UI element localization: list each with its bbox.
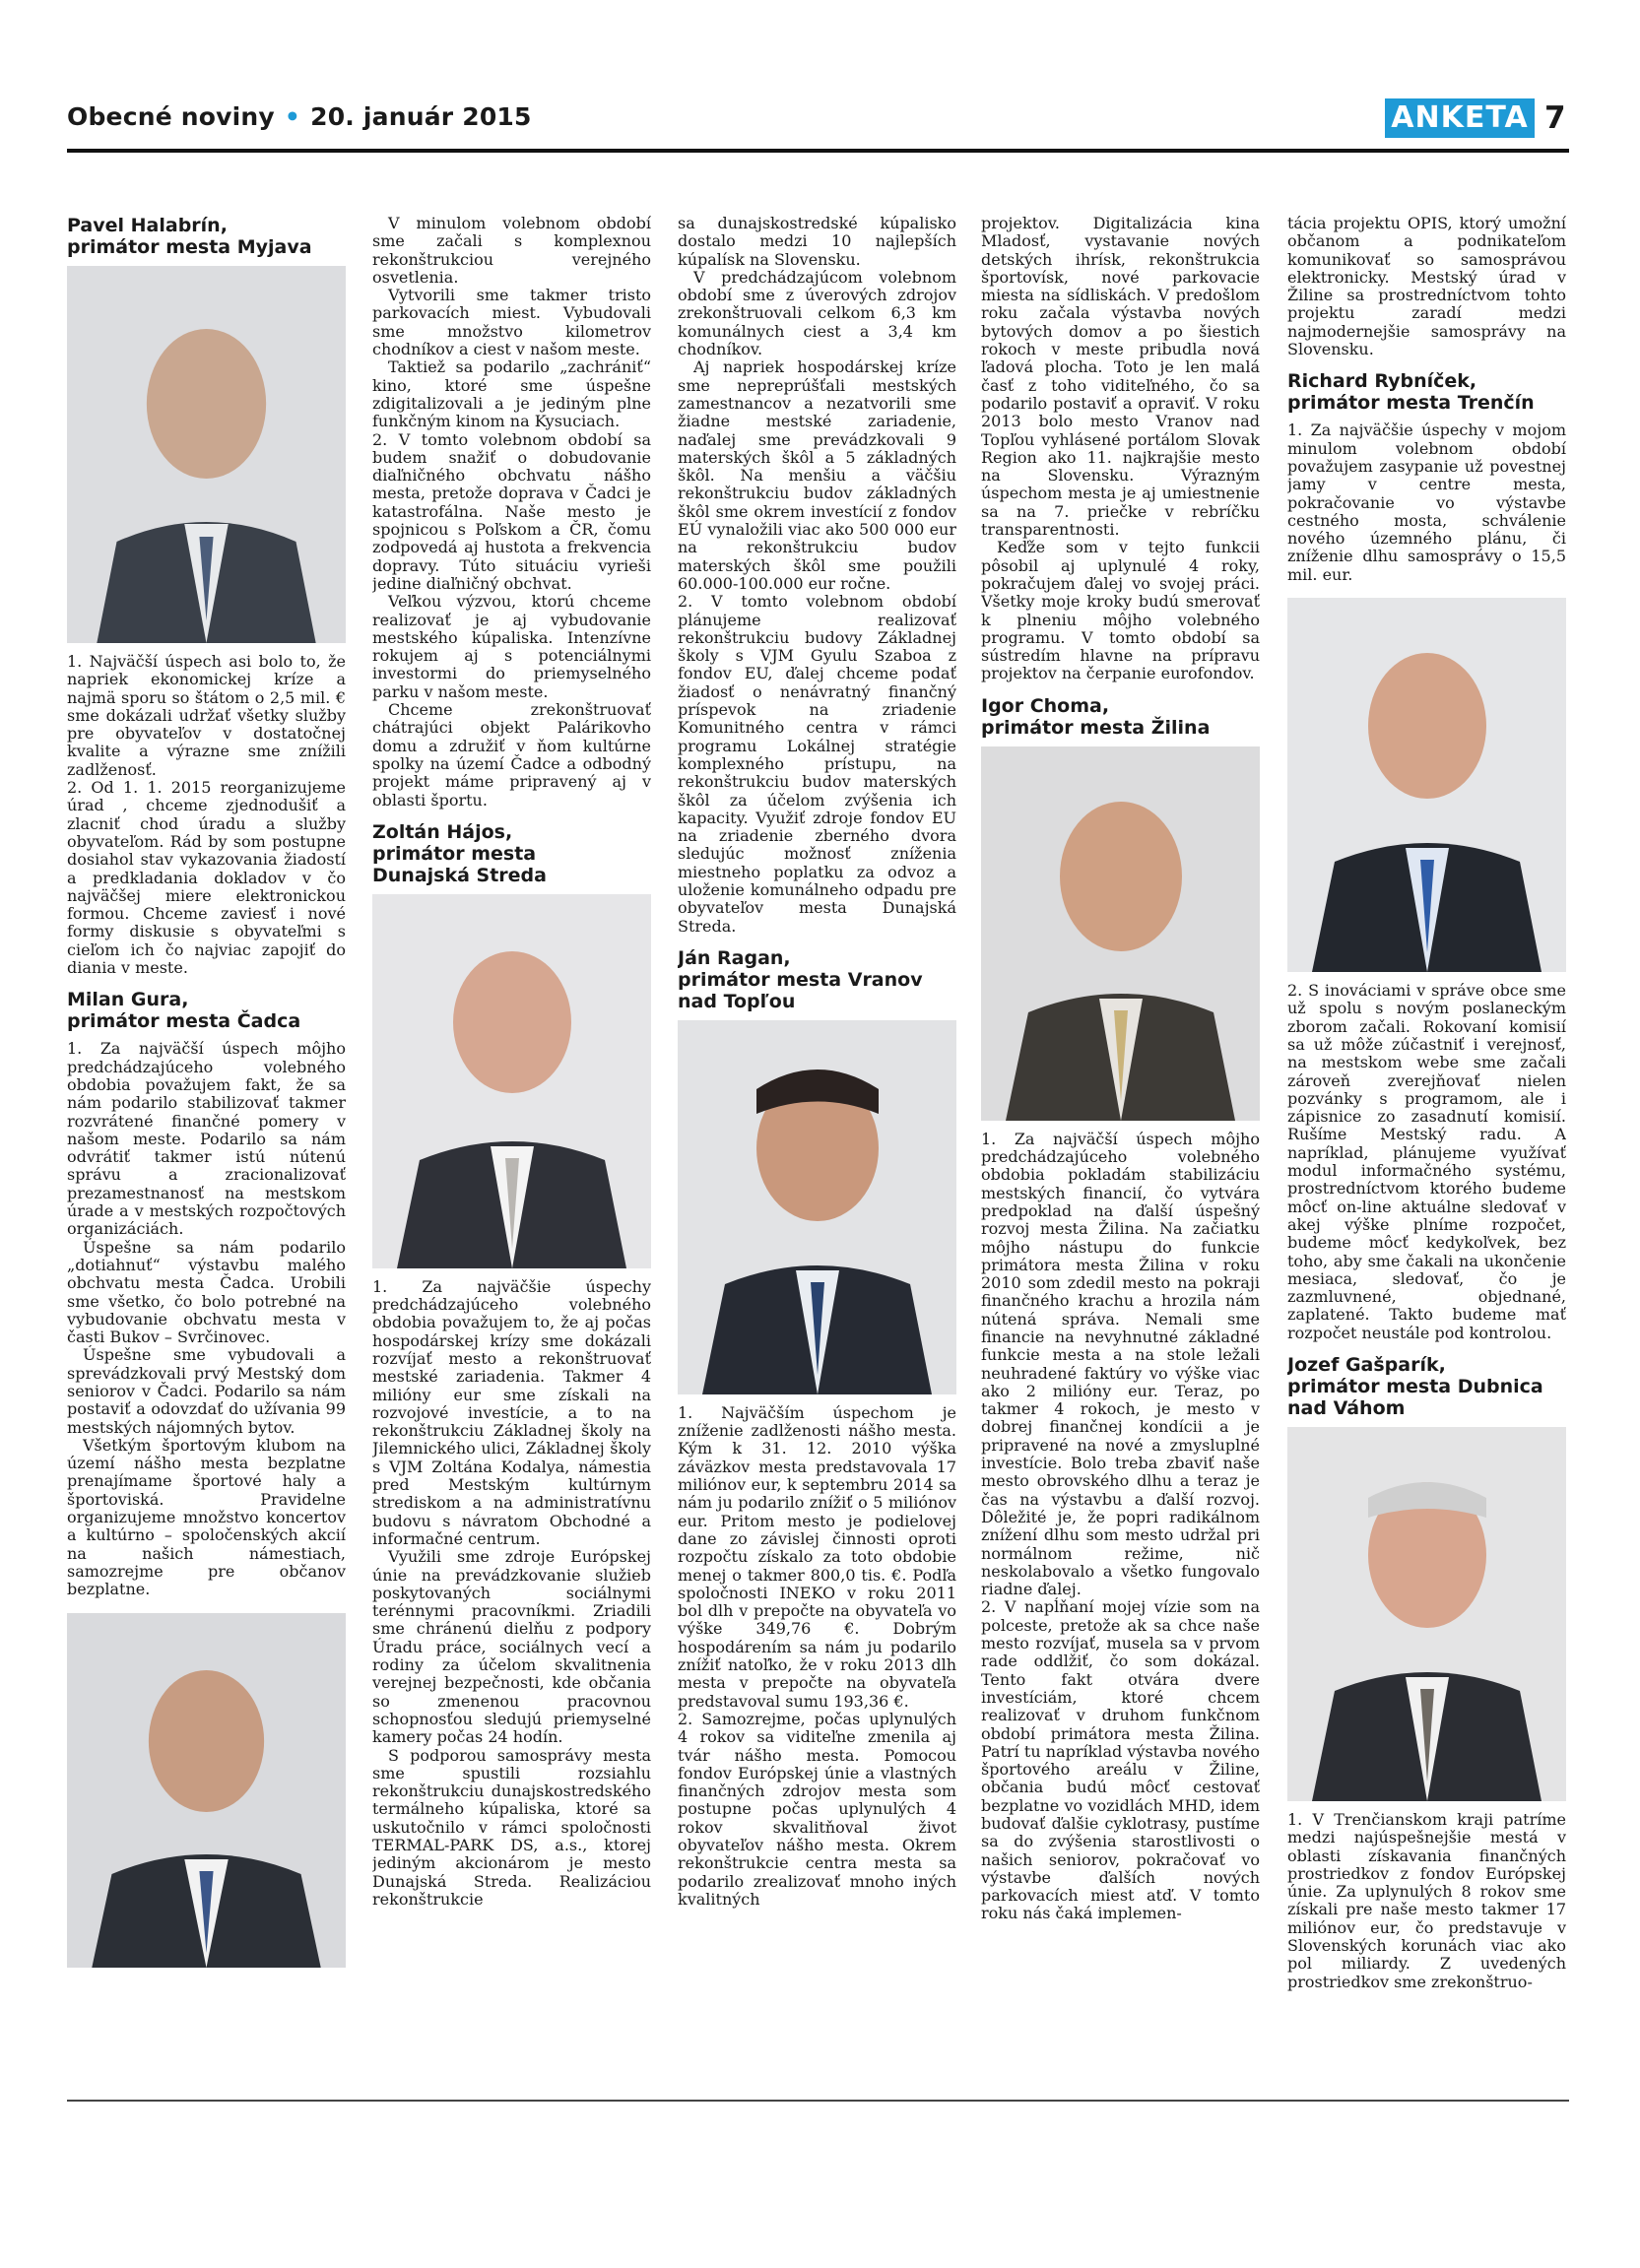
- person-role: primátor mesta Vranov nad Topľou: [678, 968, 923, 1012]
- answer-paragraph: V minulom volebnom období sme začali s komplexnou rekonštrukciou verejného osvetlenia.: [372, 215, 651, 287]
- person-heading: [981, 695, 1260, 739]
- answer-paragraph: Veľkou výzvou, ktorú chceme realizovať je aj vybudovanie mestského kúpaliska. Intenzívne rokujem aj s potenciálnymi investormi do priemyselného parku v našom meste.: [372, 592, 651, 701]
- answer-paragraph: 2. Od 1. 1. 2015 reorganizujeme úrad , chceme zjednodušiť a zlacniť chod úradu a služby obyvateľom. Rád by som postupne dosiahol stav vykazovania žiadostí a predkladania dokladov v čo najväčšej miere elektronickou formou. Chceme zaviesť i nové formy diskusie s obyvateľmi s cieľom ich čo najviac zapojiť do diania v meste.: [67, 778, 346, 978]
- footer-rule: [67, 2100, 1569, 2102]
- person-name: Milan Gura,: [67, 989, 189, 1011]
- portrait-photo: [67, 1613, 346, 1968]
- column-2: [372, 215, 651, 2091]
- person-role: primátor mesta Trenčín: [1287, 392, 1535, 415]
- answer-paragraph: projektov. Digitalizácia kina Mladosť, vystavanie nových detských ihrísk, rekonštrukcia športovísk, nové parkovacie miesta na sídliskách. V predošlom roku začala výstavba nových bytových domov a po šiestich rokoch v meste pribudla nová ľadová plocha. Toto je len malá časť z toho viditeľného, čo sa podarilo postaviť a opraviť. V roku 2013 bolo mesto Vranov nad Topľou vyhlásené portálom Slovak Region ako 11. najkrajšie mesto na Slovensku. Výrazným úspechom mesta je aj umiestnenie sa na 7. priečke v rebríčku transparentnosti.: [981, 215, 1260, 540]
- answer-paragraph: Aj napriek hospodárskej kríze sme nepreprúšťali mestských zamestnancov a nezatvorili sme žiadne mestské zariadenie, naďalej sme prevádzkovali 9 materských škôl a 5 základných škôl. Na menšiu a väčšiu rekonštrukciu budov základných škôl sme okrem investícií z fondov EÚ vynaložili viac ako 500 000 eur na rekonštrukciu budov materských škôl sme použili 60.000-100.000 eur ročne.: [678, 357, 956, 593]
- answer-paragraph: 1. V Trenčianskom kraji patríme medzi najúspešnejšie mestá v oblasti získavania finančných prostriedkov z fondov Európskej únie. Za uplynulých 8 rokov sme získali pre naše mesto takmer 17 miliónov eur, čo predstavuje v Slovenských korunách viac ako pol miliardy. Z uvedených prostriedkov sme zrekonštruo-: [1287, 1809, 1566, 1991]
- person-heading: [1287, 370, 1566, 414]
- person-heading: [1287, 1354, 1566, 1419]
- column-4: [981, 215, 1260, 2091]
- answer-paragraph: sa dunajskostredské kúpalisko dostalo medzi 10 najlepších kúpalísk na Slovensku.: [678, 215, 956, 269]
- answer-paragraph: 2. V tomto volebnom období sa budem snažiť o dobudovanie diaľničného obchvatu nášho mesta, pretože doprava v Čadci je katastrofálna. Naše mesto je spojnicou s Poľskom a ČR, čomu zodpovedá aj hustota a frekvencia dopravy. Túto situáciu vyrieši jedine diaľničný obchvat.: [372, 429, 651, 593]
- person-role: primátor mesta Žilina: [981, 716, 1211, 739]
- answer-paragraph: 2. V tomto volebnom období plánujeme realizovať rekonštrukciu budovy Základnej školy s VJM Gyulu Szaboa z fondov EU, ďalej chceme podať žiadosť o nenávratný finančný príspevok na zriadenie Komunitného centra v rámci programu Lokálnej stratégie komplexného prístupu, na rekonštrukciu budov materských škôl za účelom zvýšenia ich kapacity. Využiť zdroje fondov EU na zriadenie zberného dvora sledujúc možnosť zníženia miestneho poplatku za odvoz a uloženie komunálneho odpadu pre obyvateľov mesta Dunajská Streda.: [678, 592, 956, 936]
- person-heading: [372, 821, 651, 886]
- answer-paragraph: Vytvorili sme takmer tristo parkovacích miest. Vybudovali sme množstvo kilometrov chodníkov a ciest v našom meste.: [372, 286, 651, 359]
- answer-paragraph: Všetkým športovým klubom na území nášho mesta bezplatne prenajímame športové haly a športoviská. Pravidelne organizujeme množstvo koncertov a kultúrno – spoločenských akcií na našich námestiach, samozrejme pre občanov bezplatne.: [67, 1435, 346, 1599]
- person-heading: [67, 989, 346, 1032]
- answer-paragraph: Úspešne sa nám podarilo „dotiahnuť“ výstavbu malého obchvatu mesta Čadca. Urobili sme všetko, čo bolo potrebné na vybudovanie obchvatu mesta v časti Bukov – Svrčinovec.: [67, 1237, 346, 1347]
- person-name: Jozef Gašparík,: [1287, 1353, 1446, 1376]
- page-number: 7: [1544, 100, 1566, 136]
- section-label: ANKETA: [1385, 98, 1535, 138]
- person-role: primátor mesta Dunajská Streda: [372, 842, 547, 886]
- answer-paragraph: Úspešne sme vybudovali a sprevádzkovali prvý Mestský dom seniorov v Čadci. Podarilo sa nám postaviť a odovzdať do užívania 99 mestských nájomných bytov.: [67, 1345, 346, 1437]
- answer-paragraph: S podporou samosprávy mesta sme spustili rozsiahlu rekonštrukciu dunajskostredského termálneho kúpaliska, ktoré sa uskutočnilo v rámci spoločnosti TERMAL-PARK DS, a.s., ktorej jediným akcionárom je mesto Dunajská Streda. Realizáciou rekonštrukcie: [372, 1745, 651, 1909]
- answer-paragraph: Taktiež sa podarilo „zachrániť“ kino, ktoré sme úspešne zdigitalizovali a je jediným plne funkčným kinom na Kysuciach.: [372, 357, 651, 431]
- column-5: [1287, 215, 1566, 2091]
- answer-paragraph: 1. Za najväčšie úspechy predchádzajúceho volebného obdobia považujem to, že aj počas hospodárskej krízy sme dokázali rozvíjať mesto a rekonštruovať mestské zariadenia. Takmer 4 milióny eur sme získali na rozvojové investície, a to na rekonštrukciu Základnej školy na Jilemnického ulici, Základnej školy s VJM Zoltána Kodalya, námestia pred Mestským kultúrnym strediskom a na administratívnu budovu s návratom Obchodné a informačné centrum.: [372, 1276, 651, 1548]
- issue-date: 20. január 2015: [310, 102, 532, 131]
- answer-paragraph: 1. Za najväčší úspech môjho predchádzajúceho volebného obdobia pokladám stabilizáciu mestských financií, čo vytvára predpoklad na ďalší úspešný rozvoj mesta Žilina. Na začiatku môjho nástupu do funkcie primátora mesta Žilina v roku 2010 som zdedil mesto na pokraji finančného krachu a hrozila nám nútená správa. Nemali sme financie na nevyhnutné základné funkcie mesta a na stole ležali neuhradené faktúry vo výške viac ako 2 milióny eur. Teraz, po takmer 4 rokoch, je mesto v dobrej finančnej kondícii a je pripravené na nové a zmysluplné investície. Bolo treba zbaviť naše mesto obrovského dlhu a teraz je čas na výstavbu a ďalší rozvoj. Dôležité je, že popri radikálnom znížení dlhu som mesto udržal pri normálnom režime, nič neskolabovalo a všetko fungovalo riadne ďalej.: [981, 1129, 1260, 1599]
- person-name: Richard Rybníček,: [1287, 370, 1477, 393]
- person-role: primátor mesta Myjava: [67, 236, 312, 258]
- paper-name: Obecné noviny: [67, 102, 275, 131]
- person-heading: [67, 215, 346, 258]
- column-1: [67, 215, 346, 2091]
- person-name: Zoltán Hájos,: [372, 820, 513, 843]
- answer-paragraph: 2. Samozrejme, počas uplynulých 4 rokov sa viditeľne zmenila aj tvár nášho mesta. Pomocou fondov Európskej únie a vlastných finančných zdrojov mesta som postupne počas uplynulých 4 rokov skvalitňoval život obyvateľov nášho mesta. Okrem rekonštrukcie centra mesta sa podarilo zrealizovať mnoho iných kvalitných: [678, 1709, 956, 1909]
- answer-paragraph: 1. Najväčším úspechom je zníženie zadlženosti nášho mesta. Kým k 31. 12. 2010 výška záväzkov mesta predstavovala 17 miliónov eur, k septembru 2014 sa nám ju podarilo znížiť o 5 miliónov eur. Pritom mesto je podielovej dane zo závislej činnosti oproti rozpočtu získalo za toto obdobie menej o takmer 800,0 tis. €. Podľa spoločnosti INEKO v roku 2011 bol dlh v prepočte na obyvateľa vo výške 349,76 €. Dobrým hospodárením sa nám ju podarilo znížiť natoľko, že v roku 2013 dlh mesta v prepočte na obyvateľa predstavoval sumu 193,36 €.: [678, 1402, 956, 1711]
- person-role: primátor mesta Dubnica nad Váhom: [1287, 1375, 1543, 1419]
- separator-dot: •: [284, 102, 301, 131]
- person-name: Ján Ragan,: [678, 946, 791, 969]
- answer-paragraph: 1. Za najväčšie úspechy v mojom minulom volebnom období považujem zasypanie už povestnej jamy v centre mesta, pokračovanie vo výstavbe cestného mosta, schválenie nového územného plánu, či zníženie dlhu samosprávy o 15,5 mil. eur.: [1287, 421, 1566, 584]
- answer-paragraph: 2. V napĺňaní mojej vízie som na polceste, pretože ak sa chce naše mesto rozvíjať, musela sa v prvom rade oddlžiť, čo som dokázal. Tento fakt otvára dvere investíciám, ktoré chcem realizovať v druhom funkčnom období primátora mesta Žilina. Patrí tu napríklad výstavba nového športového areálu v Žiline, občania budú môcť cestovať bezplatne vo vozidlách MHD, idem budovať ďalšie cyklotrasy, pustíme sa do zvýšenia starostlivosti o našich seniorov, pokračovať vo výstavbe ďalších nových parkovacích miest atď. V tomto roku nás čaká implemen-: [981, 1597, 1260, 1923]
- answer-paragraph: 1. Za najväčší úspech môjho predchádzajúceho volebného obdobia považujem fakt, že sa nám podarilo stabilizovať takmer rozvrátené finančné pomery v našom meste. Podarilo sa nám odvrátiť takmer istú nútenú správu a zracionalizovať prezamestnanosť na mestskom úrade a v mestských rozpočtových organizáciách.: [67, 1039, 346, 1239]
- answer-paragraph: Chceme zrekonštruovať chátrajúci objekt Palárikovho domu a združiť v ňom kultúrne spolky na území Čadce a odbodný projekt máme pripravený aj v oblasti športu.: [372, 700, 651, 810]
- answer-paragraph: V predchádzajúcom volebnom období sme z úverových zdrojov zrekonštruovali celkom 6,3 km komunálnych ciest a 3,4 km chodníkov.: [678, 267, 956, 359]
- answer-paragraph: 1. Najväčší úspech asi bolo to, že napriek ekonomickej kríze a najmä sporu so štátom o 2,5 mil. € sme dokázali udržať všetky služby pre obyvateľov v dostatočnej kvalite a výrazne sme znížili zadlženosť.: [67, 652, 346, 779]
- portrait-photo: [67, 266, 346, 643]
- person-name: Igor Choma,: [981, 694, 1110, 717]
- column-3: [678, 215, 956, 2091]
- person-role: primátor mesta Čadca: [67, 1010, 301, 1033]
- answer-paragraph: Keďže som v tejto funkcii pôsobil aj uplynulé 4 roky, pokračujem ďalej vo svojej práci. Všetky moje kroky budú smerovať k plneniu môjho volebného programu. V tomto období sa sústredím hlavne na prípravu projektov na čerpanie eurofondov.: [981, 538, 1260, 683]
- header-rule: [67, 149, 1569, 153]
- portrait-photo: [1287, 598, 1566, 972]
- masthead: [67, 102, 532, 131]
- portrait-photo: [372, 894, 651, 1268]
- portrait-photo: [1287, 1427, 1566, 1801]
- answer-paragraph: 2. S inováciami v správe obce sme už spolu s novým poslaneckým zborom začali. Rokovaní komisií sa už môže zúčastniť i verejnosť, na mestskom webe sme začali zároveň zverejňovať nielen pozvánky s programom, ale i zápisnice zo zasadnutí komisií. Rušíme Mestský radu. A napríklad, plánujeme využívať modul informačného systému, prostredníctvom ktorého budeme môcť on-line aktuálne sledovať v akej výške plníme rozpočet, budeme môcť kedykoľvek, bez toho, aby sme čakali na ukončenie mesiaca, sledovať, čo je zazmluvnené, objednané, zaplatené. Takto budeme mať rozpočet neustále pod kontrolou.: [1287, 981, 1566, 1342]
- answer-paragraph: Využili sme zdroje Európskej únie na prevádzkovanie služieb poskytovaných sociálnymi terénnymi pracovníkmi. Zriadili sme chránenú dielňu z podpory Úradu práce, sociálnych vecí a rodiny za účelom skvalitnenia verejnej bezpečnosti, kde občania so zmenenou pracovnou schopnosťou sledujú priemyselné kamery počas 24 hodín.: [372, 1547, 651, 1747]
- person-name: Pavel Halabrín,: [67, 215, 228, 236]
- answer-paragraph: tácia projektu OPIS, ktorý umožní občanom a podnikateľom komunikovať so samosprávou elektronicky. Mestský úrad v Žiline sa prostredníctvom tohto projektu zaradí medzi najmodernejšie samosprávy na Slovensku.: [1287, 215, 1566, 359]
- portrait-photo: [981, 746, 1260, 1121]
- person-heading: [678, 947, 956, 1012]
- portrait-photo: [678, 1020, 956, 1394]
